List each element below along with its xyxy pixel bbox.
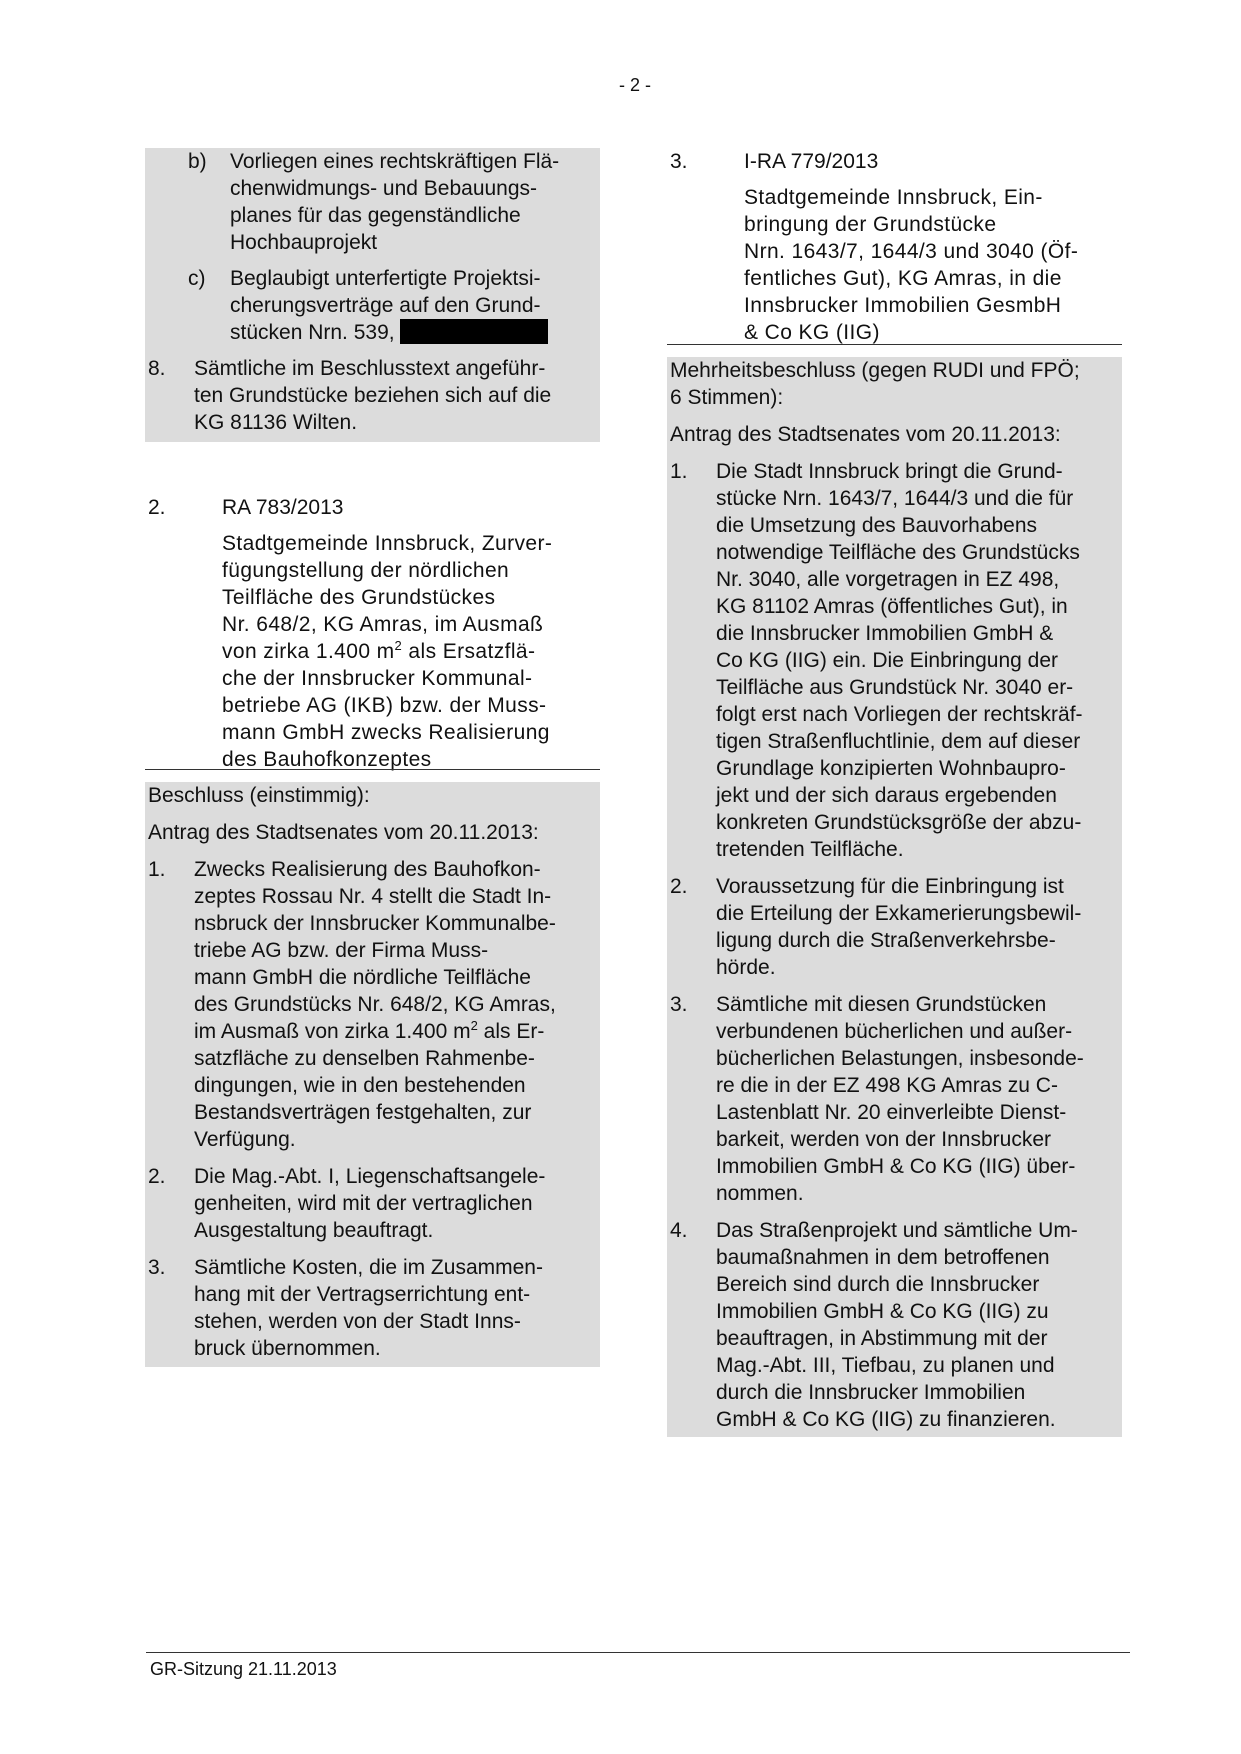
section-3-title-line: bringung der Grundstücke [744,213,997,236]
item-1-line: Bestandsverträgen festgehalten, zur [194,1101,532,1124]
item-1-number: 1. [148,858,166,881]
item-1-line: Co KG (IIG) ein. Die Einbringung der [716,649,1058,672]
section-3-title-line: Innsbrucker Immobilien GesmbH [744,294,1062,317]
item-1-line: jekt und der sich daraus ergebenden [716,784,1057,807]
section-2-divider [145,769,600,770]
section-3-divider [667,344,1122,345]
item-1-line: Nr. 3040, alle vorgetragen in EZ 498, [716,568,1060,591]
section-2-decision-block [145,782,600,1367]
motion-label: Antrag des Stadtsenates vom 20.11.2013: [148,821,539,844]
item-4-line: Immobilien GmbH & Co KG (IIG) zu [716,1300,1049,1323]
item-2-line: Ausgestaltung beauftragt. [194,1219,434,1242]
item-c-line: stücken Nrn. 539, [230,321,395,344]
item-4-line: baumaßnahmen in dem betroffenen [716,1246,1050,1269]
section-3-title-line: fentliches Gut), KG Amras, in die [744,267,1062,290]
item-2-number: 2. [670,875,688,898]
section-2-title-line: fügungstellung der nördlichen [222,559,510,582]
item-4-number: 4. [670,1219,688,1242]
section-3-title-line: & Co KG (IIG) [744,321,880,344]
motion-label: Antrag des Stadtsenates vom 20.11.2013: [670,423,1061,446]
section-3-title-line: Stadtgemeinde Innsbruck, Ein- [744,186,1043,209]
item-3-line: bruck übernommen. [194,1337,381,1360]
item-1-line: des Grundstücks Nr. 648/2, KG Amras, [194,993,556,1016]
section-3-heading [667,148,1122,346]
item-4-line: Das Straßenprojekt und sämtliche Um- [716,1219,1078,1242]
section-2-title-line: von zirka 1.400 m [222,640,395,663]
section-2-heading [145,494,600,773]
section-2-title-line: des Bauhofkonzeptes [222,748,432,771]
left-continuation-block [145,148,600,442]
item-8-number: 8. [148,357,166,380]
item-b-line: chenwidmungs- und Bebauungs- [230,177,538,200]
footer-session-label: GR-Sitzung 21.11.2013 [150,1659,337,1679]
section-2-title-line: Teilfläche des Grundstückes [222,586,496,609]
item-4-line: GmbH & Co KG (IIG) zu finanzieren. [716,1408,1056,1431]
item-3-line: hang mit der Vertragserrichtung ent- [194,1283,531,1306]
item-1-line: notwendige Teilfläche des Grundstücks [716,541,1080,564]
superscript: 2 [470,1018,478,1033]
item-3-line: bücherlichen Belastungen, insbesonde- [716,1047,1084,1070]
item-2-line: genheiten, wird mit der vertraglichen [194,1192,533,1215]
item-b-line: Vorliegen eines rechtskräftigen Flä- [230,150,560,173]
item-8-line: ten Grundstücke beziehen sich auf die [194,384,552,407]
item-1-line: mann GmbH die nördliche Teilfläche [194,966,531,989]
item-2-number: 2. [148,1165,166,1188]
item-3-line: Sämtliche Kosten, die im Zusammen- [194,1256,543,1279]
section-3-number: 3. [670,150,688,173]
item-3-line: Lastenblatt Nr. 20 einverleibte Dienst- [716,1101,1067,1124]
item-1-line: tigen Straßenfluchtlinie, dem auf dieser [716,730,1081,753]
section-2-title-line: mann GmbH zwecks Realisierung [222,721,550,744]
item-8-line: KG 81136 Wilten. [194,411,358,434]
section-3-title-line: Nrn. 1643/7, 1644/3 und 3040 (Öf- [744,240,1079,263]
item-1-line: KG 81102 Amras (öffentliches Gut), in [716,595,1068,618]
item-3-line: Sämtliche mit diesen Grundstücken [716,993,1047,1016]
item-1-line: triebe AG bzw. der Firma Muss- [194,939,489,962]
item-2-line: Voraussetzung für die Einbringung ist [716,875,1064,898]
item-1-line: stücke Nrn. 1643/7, 1644/3 und die für [716,487,1074,510]
item-4-line: Bereich sind durch die Innsbrucker [716,1273,1040,1296]
section-2-title-line: betriebe AG (IKB) bzw. der Muss- [222,694,547,717]
item-3-line: re die in der EZ 498 KG Amras zu C- [716,1074,1058,1097]
redaction-bar [400,319,548,344]
section-2-ref: RA 783/2013 [222,496,344,519]
item-4-line: durch die Innsbrucker Immobilien [716,1381,1026,1404]
item-2-line: ligung durch die Straßenverkehrsbe- [716,929,1056,952]
item-3-line: nommen. [716,1182,804,1205]
item-1-line: Grundlage konzipierten Wohnbaupro- [716,757,1066,780]
section-2-title-line: Nr. 648/2, KG Amras, im Ausmaß [222,613,544,636]
item-1-line: Zwecks Realisierung des Bauhofkon- [194,858,541,881]
item-2-line: hörde. [716,956,776,979]
item-b-line: planes für das gegenständliche [230,204,521,227]
section-3-decision-block [667,357,1122,1437]
item-1-line: im Ausmaß von zirka 1.400 m [194,1020,471,1043]
item-1-line: zeptes Rossau Nr. 4 stellt die Stadt In- [194,885,552,908]
item-1-line: dingungen, wie in den bestehenden [194,1074,526,1097]
item-1-line: die Umsetzung des Bauvorhabens [716,514,1038,537]
item-1-line: als Er- [477,1020,545,1043]
item-3-number: 3. [148,1256,166,1279]
item-4-line: beauftragen, in Abstimmung mit der [716,1327,1048,1350]
decision-label: 6 Stimmen): [670,386,784,409]
item-3-line: barkeit, werden von der Innsbrucker [716,1128,1052,1151]
item-4-line: Mag.-Abt. III, Tiefbau, zu planen und [716,1354,1055,1377]
item-c-line: Beglaubigt unterfertigte Projektsi- [230,267,541,290]
superscript: 2 [394,638,403,653]
footer-divider [146,1652,1130,1653]
item-3-line: Immobilien GmbH & Co KG (IIG) über- [716,1155,1076,1178]
section-2-number: 2. [148,496,166,519]
item-1-line: tretenden Teilfläche. [716,838,904,861]
item-1-line: satzfläche zu denselben Rahmenbe- [194,1047,535,1070]
item-c-label: c) [188,267,206,290]
item-3-number: 3. [670,993,688,1016]
item-1-line: nsbruck der Innsbrucker Kommunalbe- [194,912,556,935]
item-2-line: die Erteilung der Exkamerierungsbewil- [716,902,1082,925]
item-b-label: b) [188,150,207,173]
item-1-line: die Innsbrucker Immobilien GmbH & [716,622,1054,645]
section-2-title-line: Stadtgemeinde Innsbruck, Zurver- [222,532,553,555]
item-3-line: stehen, werden von der Stadt Inns- [194,1310,521,1333]
decision-label: Beschluss (einstimmig): [148,784,370,807]
section-2-title-line: che der Innsbrucker Kommunal- [222,667,533,690]
item-1-number: 1. [670,460,688,483]
page-number: - 2 - [618,75,651,95]
item-1-line: Die Stadt Innsbruck bringt die Grund- [716,460,1063,483]
item-1-line: Teilfläche aus Grundstück Nr. 3040 er- [716,676,1074,699]
item-2-line: Die Mag.-Abt. I, Liegenschaftsangele- [194,1165,546,1188]
item-c-line: cherungsverträge auf den Grund- [230,294,541,317]
item-1-line: konkreten Grundstücksgröße der abzu- [716,811,1082,834]
item-b-line: Hochbauprojekt [230,231,378,254]
item-1-line: Verfügung. [194,1128,296,1151]
item-1-line: folgt erst nach Vorliegen der rechtskräf- [716,703,1083,726]
section-3-ref: I-RA 779/2013 [744,150,879,173]
decision-label: Mehrheitsbeschluss (gegen RUDI und FPÖ; [670,359,1080,382]
item-8-line: Sämtliche im Beschlusstext angeführ- [194,357,546,380]
section-2-title-line: als Ersatzflä- [402,640,536,663]
item-3-line: verbundenen bücherlichen und außer- [716,1020,1073,1043]
